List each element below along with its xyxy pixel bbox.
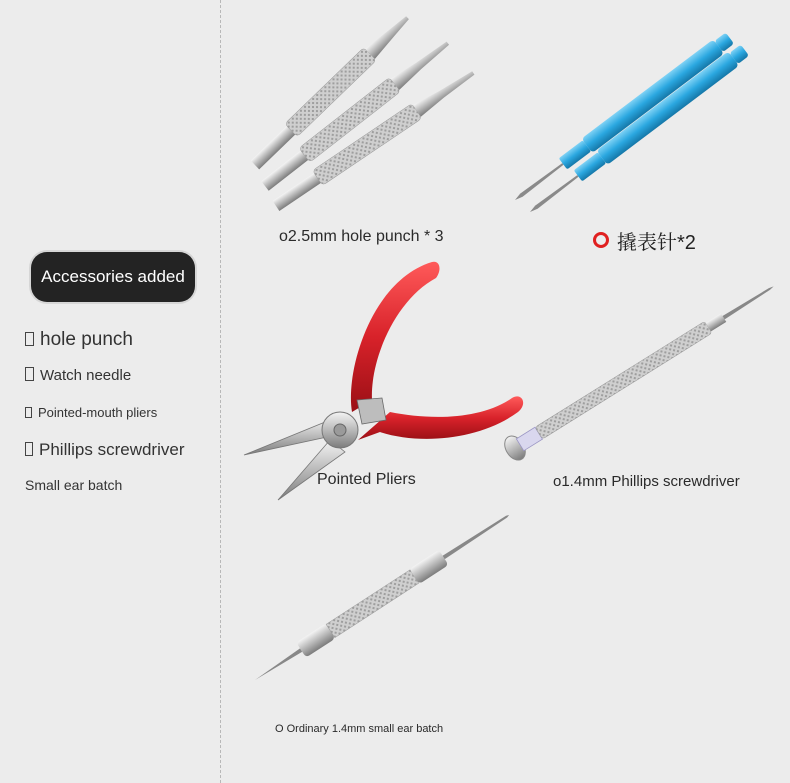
pliers-image [244, 262, 523, 500]
caption-watch-needle-text: 撬表针*2 [617, 232, 696, 254]
caption-watch-needle [593, 226, 696, 255]
accessories-badge: Accessories added [31, 252, 195, 302]
ear-batch-image [250, 507, 514, 687]
feature-label: Pointed-mouth pliers [38, 405, 158, 420]
caption-screwdriver: o1.4mm Phillips screwdriver [553, 473, 740, 490]
feature-label: Phillips screwdriver [39, 440, 185, 459]
watch-needle-image [510, 31, 751, 219]
caption-hole-punch: o2.5mm hole punch * 3 [279, 228, 444, 245]
feature-label: Watch needle [40, 367, 132, 384]
hole-punch-image [249, 11, 479, 213]
screwdriver-image [500, 275, 780, 463]
red-ring-icon [593, 232, 609, 248]
caption-ear-batch: O Ordinary 1.4mm small ear batch [275, 723, 444, 735]
caption-pliers: Pointed Pliers [317, 471, 416, 488]
feature-label: hole punch [40, 329, 133, 350]
feature-label: Small ear batch [25, 477, 123, 493]
